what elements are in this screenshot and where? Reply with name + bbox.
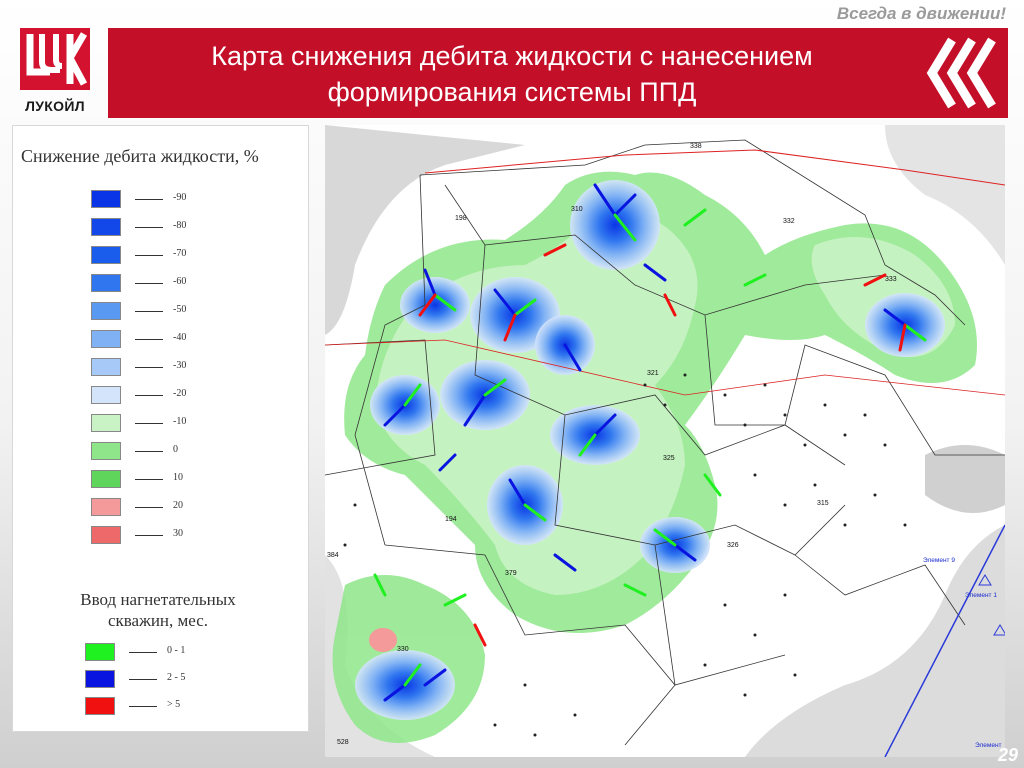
legend-swatch (91, 442, 121, 460)
pad-label: 325 (663, 455, 675, 462)
increase-zone (369, 628, 397, 652)
pad-label: 338 (690, 143, 702, 150)
legend-decline-item (91, 302, 221, 322)
legend-swatch (91, 414, 121, 432)
legend-swatch (85, 670, 115, 688)
legend-label: 0 - 1 (167, 645, 186, 656)
legend-leader-line (135, 339, 163, 340)
legend-label: -30 (173, 360, 187, 371)
legend-decline-item (91, 470, 221, 490)
legend-leader-line (135, 199, 163, 200)
legend-label: 10 (173, 472, 183, 483)
legend-label: -70 (173, 248, 187, 259)
legend-leader-line (129, 679, 157, 680)
legend-label: -10 (173, 416, 187, 427)
title-line-1: Карта снижения дебита жидкости с нанесением (211, 41, 813, 71)
legend-leader-line (135, 451, 163, 452)
legend-decline-item (91, 386, 221, 406)
pad-label: 384 (327, 552, 339, 559)
legend-leader-line (135, 479, 163, 480)
legend-decline-item (91, 218, 221, 238)
field-map (325, 125, 1005, 757)
legend-swatch (85, 643, 115, 661)
legend-leader-line (135, 311, 163, 312)
legend-swatch (91, 246, 121, 264)
legend-leader-line (135, 227, 163, 228)
pad-label: 330 (397, 646, 409, 653)
legend-decline-item (91, 330, 221, 350)
title-line-2: формирования системы ППД (327, 77, 697, 107)
legend-leader-line (135, 255, 163, 256)
legend-leader-line (129, 652, 157, 653)
legend-swatch (91, 358, 121, 376)
pad-label: 198 (455, 215, 467, 222)
legend-label: -20 (173, 388, 187, 399)
legend-swatch (91, 470, 121, 488)
legend-leader-line (129, 706, 157, 707)
slogan: Всегда в движении! (836, 4, 1006, 23)
legend-leader-line (135, 367, 163, 368)
legend-label: 30 (173, 528, 183, 539)
pad-label: 310 (571, 206, 583, 213)
legend-decline-item (91, 442, 221, 462)
legend-swatch (91, 302, 121, 320)
legend-label: 0 (173, 444, 178, 455)
legend-injection-item (85, 697, 215, 717)
lukoil-emblem-icon (20, 28, 90, 90)
legend-decline-item (91, 190, 221, 210)
pad-label: 333 (885, 276, 897, 283)
chevrons-icon (922, 36, 1000, 110)
legend-swatch (91, 386, 121, 404)
logo-wordmark: ЛУКОЙЛ (25, 98, 85, 114)
pad-label: 194 (445, 516, 457, 523)
legend-label: -40 (173, 332, 187, 343)
legend-injection-item (85, 670, 215, 690)
element-label: Элемент 9 (923, 557, 955, 564)
pad-label: 321 (647, 370, 659, 377)
legend-label: -50 (173, 304, 187, 315)
page-number: 29 (997, 745, 1018, 765)
pad-label: 379 (505, 570, 517, 577)
slide-title (132, 38, 892, 110)
legend-swatch (91, 330, 121, 348)
legend-swatch (91, 498, 121, 516)
legend-swatch (91, 274, 121, 292)
legend-label: -80 (173, 220, 187, 231)
map-canvas (325, 125, 1005, 757)
legend-swatch (91, 526, 121, 544)
pad-label: 528 (337, 739, 349, 746)
legend-label: 20 (173, 500, 183, 511)
title-bar (108, 28, 1008, 118)
legend-decline-title: Снижение дебита жидкости, % (21, 146, 259, 166)
legend-decline-item (91, 498, 221, 518)
legend-decline-item (91, 274, 221, 294)
pad-label: 332 (783, 218, 795, 225)
legend-swatch (85, 697, 115, 715)
legend-swatch (91, 190, 121, 208)
legend-leader-line (135, 283, 163, 284)
legend-injection-item (85, 643, 215, 663)
legend-label: -60 (173, 276, 187, 287)
pad-label: 315 (817, 500, 829, 507)
legend-decline-item (91, 526, 221, 546)
legend-decline-item (91, 414, 221, 434)
legend-panel (12, 125, 309, 732)
legend-label: 2 - 5 (167, 672, 186, 683)
legend-swatch (91, 218, 121, 236)
legend-injection-title (23, 589, 293, 631)
legend-decline-item (91, 358, 221, 378)
legend-leader-line (135, 423, 163, 424)
legend-decline-item (91, 246, 221, 266)
legend-injection-title-line-2: скважин, мес. (107, 611, 209, 630)
legend-leader-line (135, 535, 163, 536)
legend-leader-line (135, 395, 163, 396)
element-label: Элемент 1 (965, 592, 997, 599)
legend-injection-title-line-1: Ввод нагнетательных (80, 590, 236, 609)
legend-label: -90 (173, 192, 187, 203)
legend-label: > 5 (167, 699, 181, 710)
pad-label: 326 (727, 542, 739, 549)
legend-leader-line (135, 507, 163, 508)
element-label: Элемент (975, 742, 1002, 749)
lukoil-logo (14, 28, 96, 120)
